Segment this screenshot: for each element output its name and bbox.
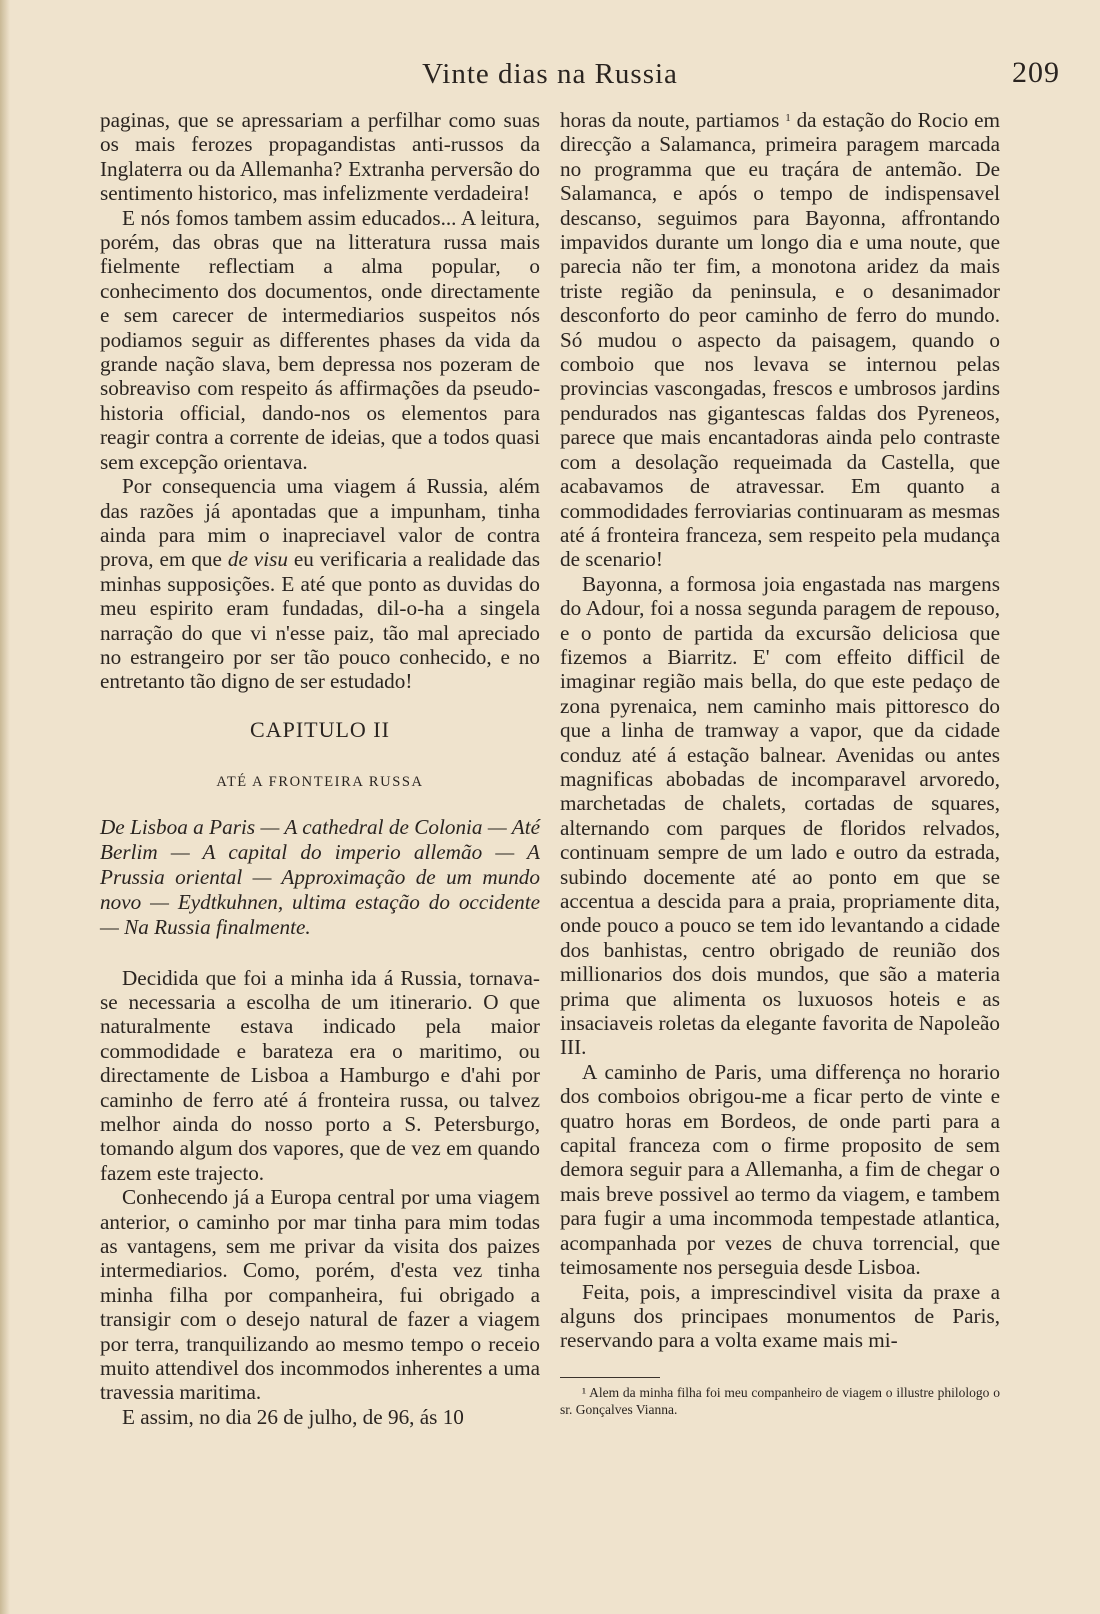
footnote: ¹ Alem da minha filha foi meu companheiro de viagem o illustre philologo o sr. Gonçalves Vianna. — [560, 1384, 1000, 1417]
chapter-summary: De Lisboa a Paris — A cathedral de Colonia — Até Berlim — A capital do imperio allemão — A Prussia oriental — Approximação de um mundo novo — Eydtkuhnen, ultima estação do occidente — Na Russia finalmente. — [100, 814, 540, 939]
paragraph: Decidida que foi a minha ida á Russia, tornava-se necessaria a escolha de um itinerario. O que naturalmente estava indicado pela maior commodidade e barateza era o maritimo, ou directamente de Lisboa a Hamburgo e d'ahi por caminho de ferro até á fronteira russa, ou talvez melhor ainda do nosso porto a S. Petersburgo, tomando algum dos vapores, que de vez em quando fazem este trajecto. — [100, 965, 540, 1185]
footnote-marker: 1 — [785, 112, 791, 124]
paragraph: Feita, pois, a imprescindivel visita da praxe a alguns dos principaes monumentos de Paris, reservando para a volta exame mais mi- — [560, 1279, 1000, 1353]
paragraph: paginas, que se apressariam a perfilhar como suas os mais ferozes propagandistas anti-russos da Inglaterra ou da Allemanha? Extranha perversão do sentimento historico, mas infelizmente verdadeira! — [100, 108, 540, 206]
paragraph-text: da estação do Rocio em direcção a Salamanca, primeira paragem marcada no programma que eu traçára de antemão. De Salamanca, e após o tempo de indispensavel descanso, seguimos para Bayonna, affrontando impavidos durante um longo dia e uma noute, que parecia não ter fim, a monotona aridez da mais triste região da peninsula, e o desanimador desconforto do peor caminho de ferro do mundo. Só mudou o aspecto da paisagem, quando o comboio que nos levava se internou pelas provincias vascongadas, frescos e umbrosos jardins pendurados nas gigantescas faldas dos Pyreneos, parece que mais encantadoras ainda pelo contraste com a desolação requeimada da Castella, que acabavamos de atravessar. Em quanto a commodidades ferroviarias continuaram as mesmas até á fronteira franceza, sem respeito pela mudança de scenario! — [560, 108, 1001, 572]
paragraph: Bayonna, a formosa joia engastada nas margens do Adour, foi a nossa segunda paragem de repouso, e o ponto de partida da excursão deliciosa que fizemos a Biarritz. E' com effeito difficil de imaginar região mais bella, do que este pedaço de zona pyrenaica, nem caminho mais pittoresco do que a linha de tramway a vapor, que da cidade conduz até á estação balnear. Avenidas ou antes magnificas abobadas de incomparavel arvoredo, marchetadas de chalets, cortadas de squares, alternando com parques de floridos relvados, continuam sempre de um lado e outro da estrada, subindo docemente até ao ponto em que se accentua a descida para a praia, propriamente dita, onde pouco a pouco se tem ido levantando a cidade dos banhistas, centro obrigado de reunião dos millionarios dos dois mundos, que são a materia prima que alimenta os luxuosos hoteis e as insaciaveis roletas da elegante favorita de Napoleão III. — [560, 571, 1000, 1060]
left-column — [100, 108, 540, 1429]
running-title: Vinte dias na Russia — [422, 58, 678, 90]
right-column — [560, 108, 1000, 1418]
paragraph: Conhecendo já a Europa central por uma viagem anterior, o caminho por mar tinha para mim todas as vantagens, sem me privar da visita dos paizes intermediarios. Como, porém, d'esta vez tinha minha filha por companheira, fui obrigado a transigir com o desejo natural de fazer a viagem por terra, tranquilizando ao mesmo tempo o receio muito attendivel dos incommodos inherentes a uma travessia maritima. — [100, 1185, 540, 1405]
latin-phrase: de visu — [227, 547, 288, 572]
chapter-subtitle: ATÉ A FRONTEIRA RUSSA — [216, 774, 424, 791]
paragraph-text: horas da noute, partiamos — [560, 108, 780, 132]
footnote-rule — [560, 1377, 660, 1378]
page-spine-shadow — [0, 0, 10, 1614]
paragraph — [100, 474, 540, 694]
paragraph: E assim, no dia 26 de julho, de 96, ás 10 — [122, 1404, 464, 1429]
paragraph: A caminho de Paris, uma differença no horario dos comboios obrigou-me a ficar perto de vinte e quatro horas em Bordeos, de onde parti para a capital franceza com o firme proposito de sem demora seguir para a Allemanha, a fim de chegar o mais breve possivel ao termo da viagem, e tambem para fugir a uma incommoda tempestade atlantica, acompanhada por vezes de chuva torrencial, que teimosamente nos perseguia desde Lisboa. — [560, 1059, 1000, 1280]
paragraph — [560, 108, 1000, 572]
page-number: 209 — [1012, 56, 1060, 89]
paragraph: E nós fomos tambem assim educados... A leitura, porém, das obras que na litteratura russa mais fielmente reflectiam a alma popular, o conhecimento dos documentos, onde directamente e sem carecer de intermediarios suspeitos nós podiamos seguir as differentes phases da vida da grande nação slava, bem depressa nos pozeram de sobreaviso com respeito ás affirmações da pseudo-historia official, dando-nos os elementos para reagir contra a corrente de ideias, que a todos quasi sem excepção orientava. — [100, 205, 540, 474]
paragraph-text: eu verificaria a realidade das minhas supposições. E até que ponto as duvidas do meu espirito eram fundadas, dil-o-ha a singela narração do que vi n'esse paiz, tão mal apreciado no estrangeiro por ser tão pouco conhecido, e no entretanto tão digno de ser estudado! — [100, 547, 540, 694]
chapter-title: CAPITULO II — [250, 716, 390, 742]
paragraph-text: Por consequencia uma viagem á Russia, além das razões já apontadas que a impunham, tinha ainda para mim o inapreciavel valor de contra prova, em que — [100, 474, 540, 572]
